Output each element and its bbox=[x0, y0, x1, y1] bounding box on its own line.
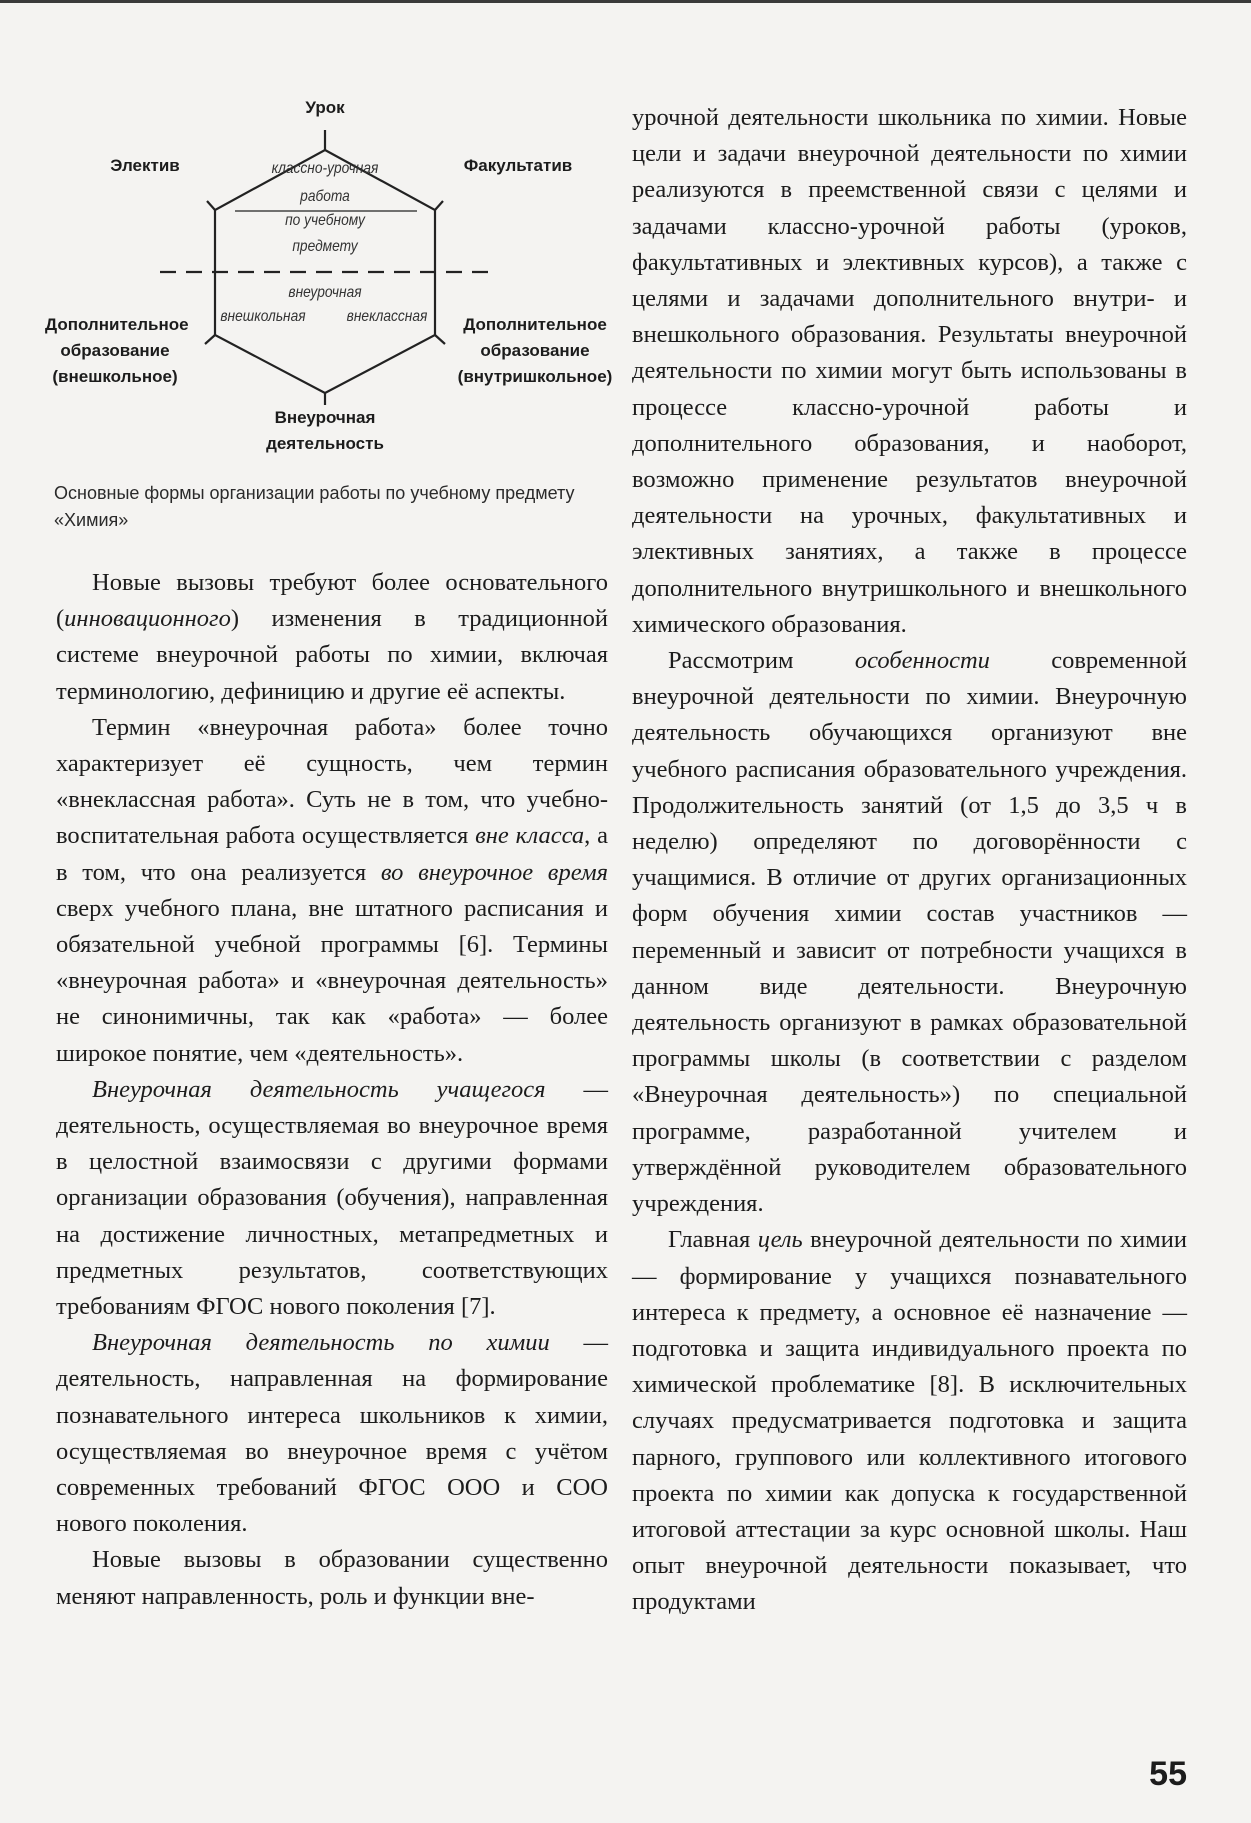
left-column bbox=[56, 565, 608, 1615]
diagram-inner-by-subject: по учебному bbox=[285, 212, 365, 229]
diagram-label-optional: Факультатив bbox=[463, 156, 573, 175]
forms-diagram bbox=[40, 95, 625, 485]
right-column bbox=[632, 100, 1187, 1621]
diagram-label-extracurricular: Внеурочная деятельность bbox=[266, 408, 384, 453]
paragraph: Новые вызовы требуют более основательного (инновационного) изменения в традиционной системе внеурочной работы по химии, включая терминологию, дефиницию и другие её аспекты. bbox=[56, 569, 608, 705]
diagram-label-external-ed: Дополнительное образование (внешкольное) bbox=[45, 315, 189, 386]
paragraph: Внеурочная деятельность по химии — деятельность, направленная на формирование познавательного интереса школьников к химии, осуществляемая во внеурочное время с учётом современных требований ФГОС ООО и СОО нового поколения. bbox=[56, 1329, 608, 1538]
diagram-inner-out-of-school: внешкольная bbox=[220, 308, 306, 325]
diagram-inner-classroom: классно-урочная bbox=[271, 160, 379, 177]
top-rule bbox=[0, 0, 1251, 3]
diagram-inner-subject: предмету bbox=[292, 238, 358, 255]
paragraph: Новые вызовы в образовании существенно меняют направленность, роль и функции вне- bbox=[56, 1546, 608, 1610]
paragraph: Рассмотрим особенности современной внеурочной деятельности по химии. Внеурочную деятельность обучающихся организуют вне учебного расписания образовательного учреждения. Продолжительность занятий (от 1,5 до 3,5 ч в неделю) определяют по договорённости с учащимися. В отличие от других организационных форм обучения химии состав участников — переменный и зависит от потребности учащихся в данном виде деятельности. Внеурочную деятельность организуют в рамках образовательной программы школы (в соответствии с разделом «Внеурочная деятельность») по специальной программе, разработанной учителем и утверждённой руководителем образовательного учреждения. bbox=[632, 647, 1187, 1218]
paragraph: Термин «внеурочная работа» более точно характеризует её сущность, чем термин «внеклассная работа». Суть не в том, что учебно-воспитательная работа осуществляется вне класса, а в том, что она реализуется во внеурочное время сверх учебного плана, вне штатного расписания и обязательной учебной программы [6]. Термины «внеурочная работа» и «внеурочная деятельность» не синонимичны, так как «работа» — более широкое понятие, чем «деятельность». bbox=[56, 713, 609, 1067]
diagram-inner-out-of-class: внеклассная bbox=[346, 308, 428, 325]
diagram-label-lesson: Урок bbox=[305, 98, 345, 117]
page-number: 55 bbox=[1149, 1755, 1187, 1793]
paragraph: Главная цель внеурочной деятельности по химии — формирование у учащихся познавательного интереса к предмету, а основное её назначение — подготовка и защита индивидуального проекта по химической проблематике [8]. В исключительных случаях предусматривается подготовка и защита парного, группового или коллективного итогового проекта по химии как допуска к государственной итоговой аттестации за курс основной школы. Наш опыт внеурочной деятельности показывает, что продуктами bbox=[632, 1226, 1188, 1616]
diagram-caption: Основные формы организации работы по учебному предмету «Химия» bbox=[54, 483, 575, 530]
diagram-label-elective: Электив bbox=[110, 156, 180, 175]
diagram-inner-extracurricular: внеурочная bbox=[288, 284, 362, 301]
paragraph: Внеурочная деятельность учащегося — деятельность, осуществляемая во внеурочное время в целостной взаимосвязи с другими формами организации образования (обучения), направленная на достижение личностных, метапредметных и предметных результатов, соответствующих требованиям ФГОС нового поколения [7]. bbox=[56, 1075, 609, 1321]
diagram-inner-work: работа bbox=[300, 188, 350, 205]
paragraph: урочной деятельности школьника по химии. Новые цели и задачи внеурочной деятельности по химии реализуются в преемственной связи с целями и задачами классно-урочной работы (уроков, факультативных и элективных курсов), а также с целями и задачами дополнительного внутри- и внешкольного образования. Результаты внеурочной деятельности по химии могут быть использованы в процессе классно-урочной работы и дополнительного образования, и наоборот, возможно применение результатов внеурочной деятельности на урочных, факультативных и элективных занятиях, а также в процессе дополнительного внутришкольного и внешкольного химического образования. bbox=[632, 104, 1187, 638]
diagram-label-internal-ed: Дополнительное образование (внутришкольное) bbox=[457, 315, 613, 386]
